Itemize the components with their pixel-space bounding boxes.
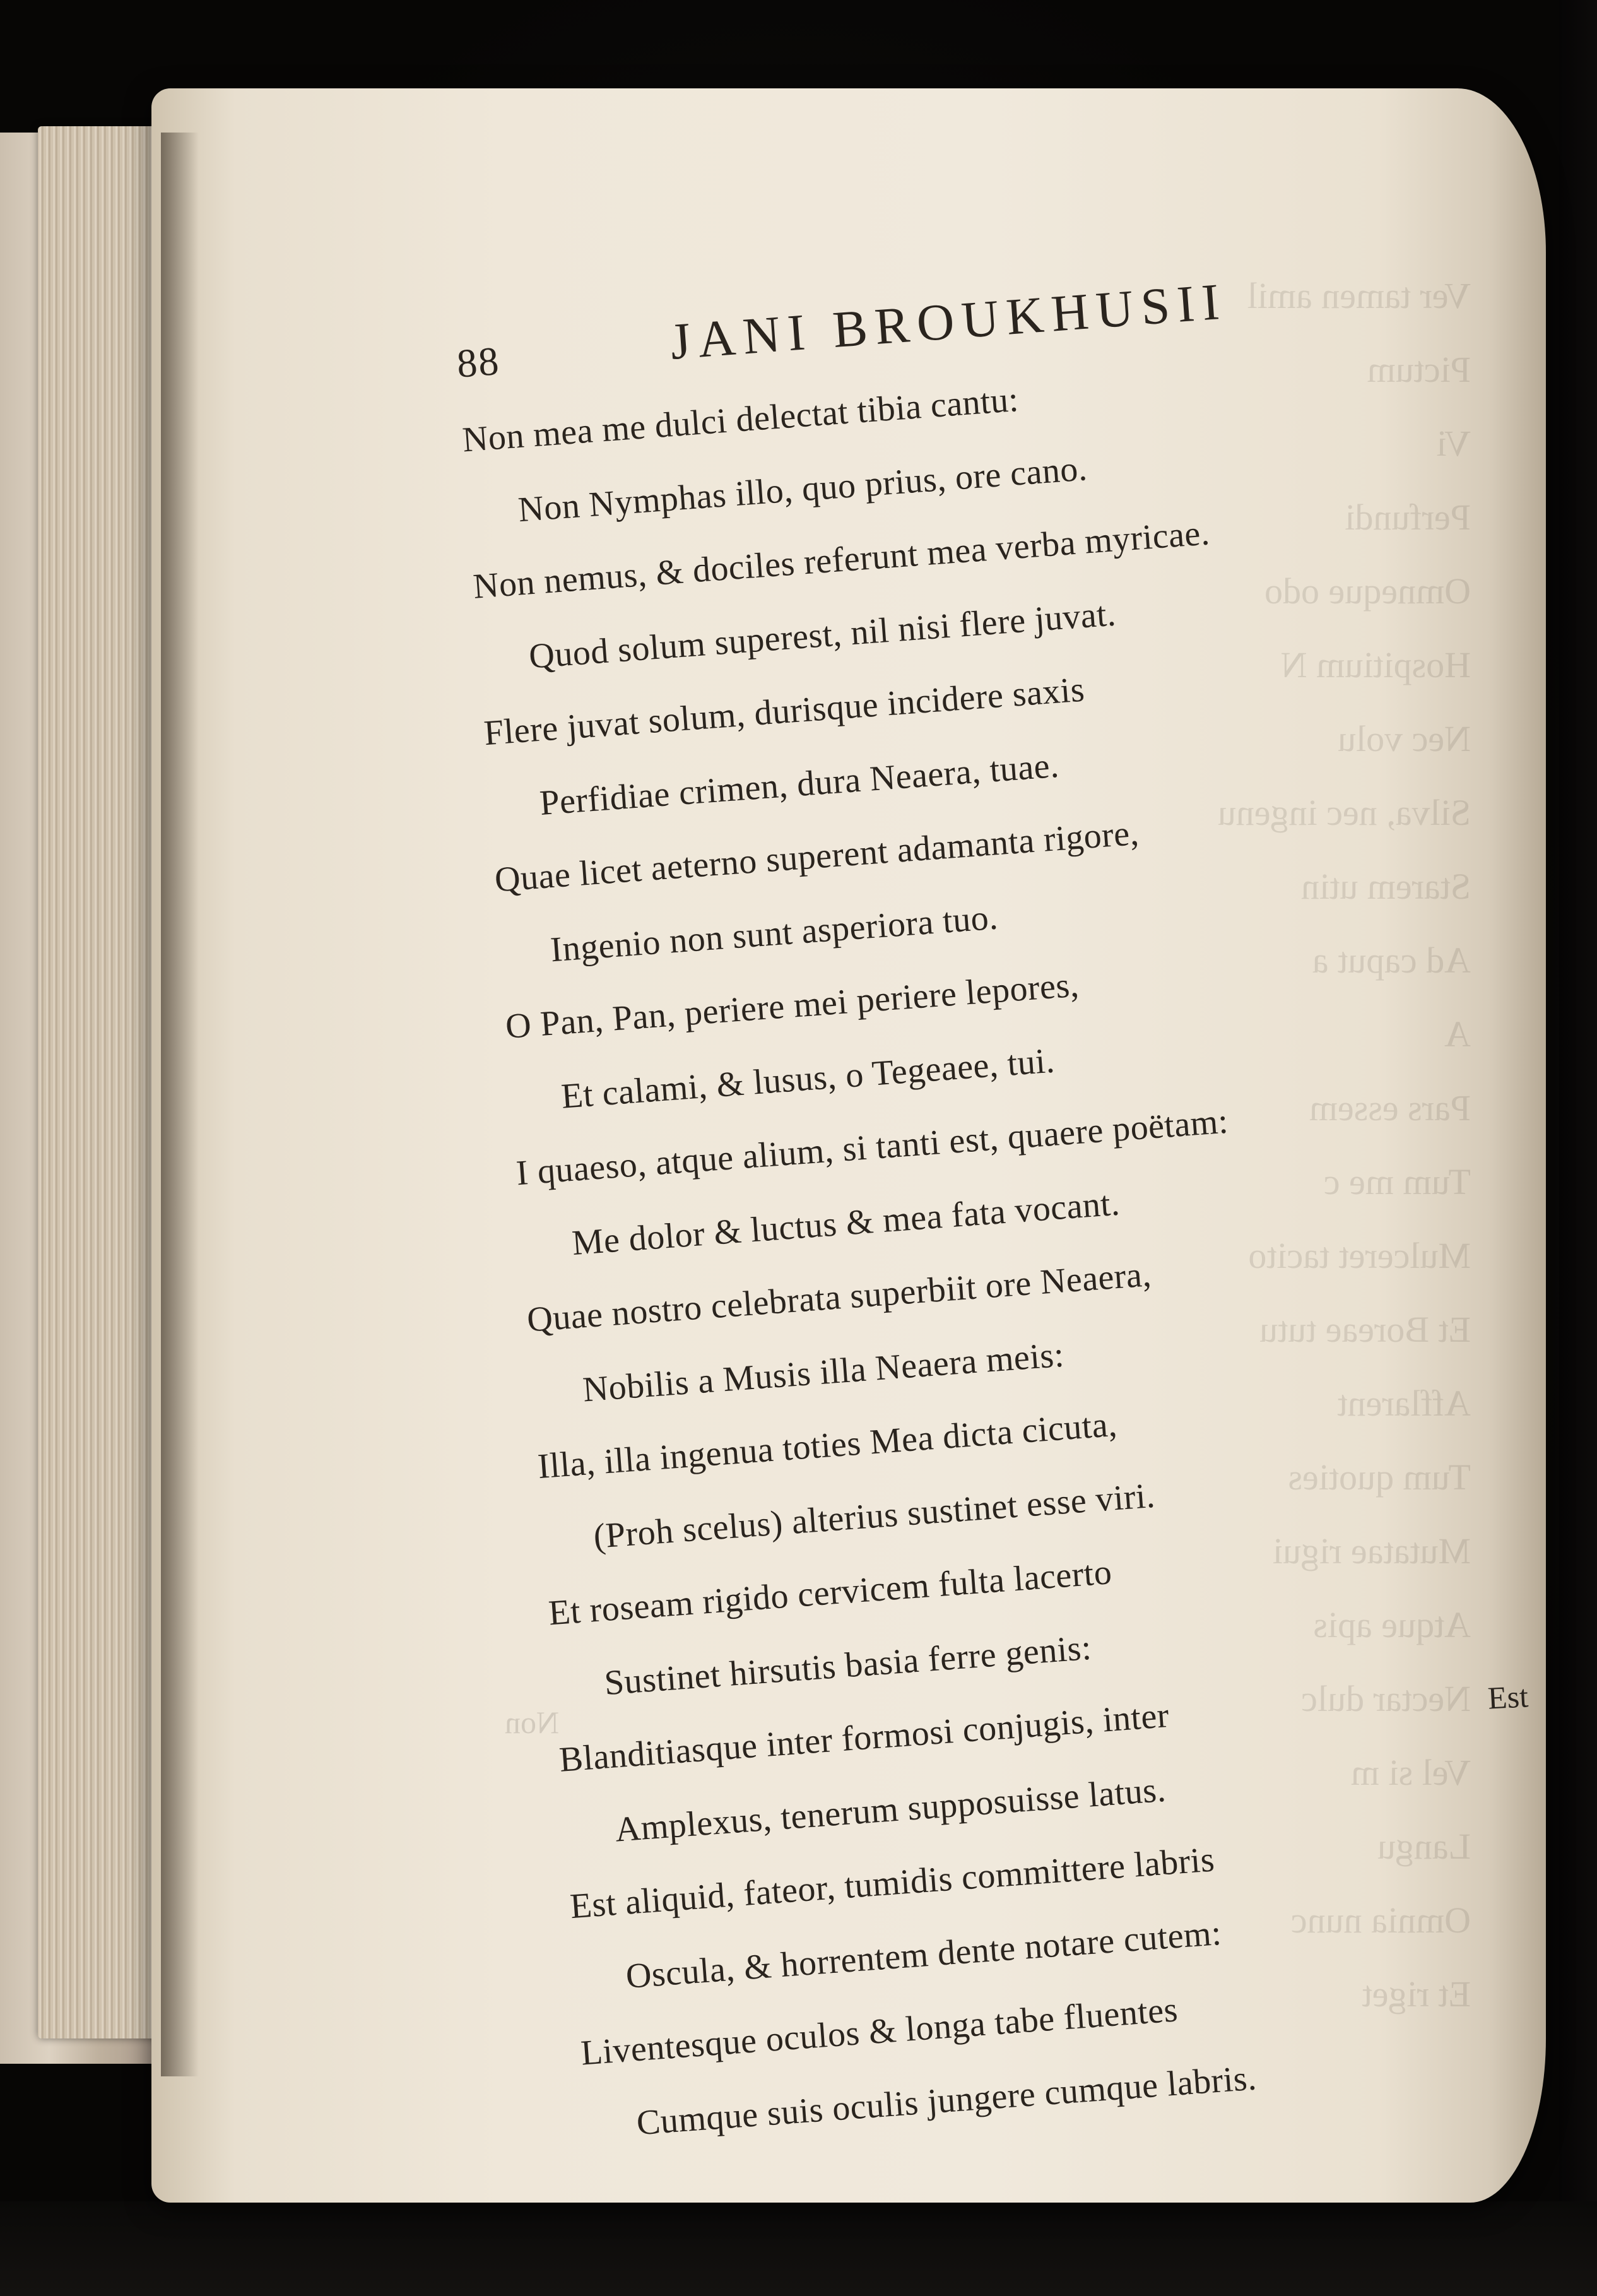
gutter-shadow [161,133,199,2076]
verse-line: Non mea me dulci delectat tibia cantu: [461,379,1020,460]
background-bottom [0,2201,1597,2296]
verse-line: Liventesque oculos & longa tabe fluentes [579,1990,1179,2073]
show-through-line: Langu [1377,1826,1471,1867]
verse-line: Quod solum superest, nil nisi flere juvat. [527,594,1117,677]
running-head: JANI BROUKHUSII [668,272,1229,370]
show-through-line: Omnia nunc [1290,1900,1471,1941]
show-through-line: A [1444,1014,1471,1055]
page-text [454,258,1545,2163]
verse-line: Est aliquid, fateor, tumidis committere labris [569,1840,1217,1927]
show-through-line: Starem utin [1300,866,1471,907]
page-number: 88 [455,338,502,386]
show-through-line: Atque apis [1313,1604,1471,1645]
show-through-line: Ad caput a [1312,940,1471,981]
verse-line: Non Nymphas illo, quo prius, ore cano. [517,448,1089,530]
show-through-line: Omneque odo [1264,571,1471,612]
verse-line: I quaeso, atque alium, si tanti est, quaere poëtam: [515,1101,1230,1193]
show-through-line: Mutatae rigui [1272,1530,1471,1571]
show-through-line: Silva, nec ingenu [1217,792,1471,833]
show-through-line: Vi [1436,423,1471,464]
show-through-line: Et riget [1362,1973,1471,2015]
verse-line: Quae licet aeterno superent adamanta rigore, [493,813,1141,900]
verse-line: Illa, illa ingenua toties Mea dicta cicuta, [536,1404,1119,1487]
verse-line: O Pan, Pan, periere mei periere lepores, [504,965,1081,1046]
verse-line: Amplexus, tenerum supposuisse latus. [613,1770,1167,1850]
background-right [1559,0,1597,2296]
show-through-line: Et Boreae tutu [1259,1309,1471,1350]
verse-line: Ingenio non sunt asperiora tuo. [549,897,999,969]
verse-line: (Proh scelus) alterius sustinet esse viri. [592,1476,1157,1556]
verse-line: Perfidiae crimen, dura Neaera, tuae. [538,745,1061,823]
show-through-line: Afflarent [1337,1383,1471,1424]
verse-line: Quae nostro celebrata superbiit ore Neaera, [526,1255,1153,1340]
show-through-line: Mulceret tacito [1248,1235,1471,1276]
show-through-line: Hospitium N [1280,644,1471,685]
verse-line: Et calami, & lusus, o Tegeaee, tui. [560,1041,1056,1116]
verse-line: Oscula, & horrentem dente notare cutem: [624,1913,1223,1996]
show-through-catchword: Non [505,1705,560,1740]
show-through-line: Vel si m [1350,1752,1471,1793]
show-through-line: Nec volu [1338,718,1471,759]
show-through-line: Tum me c [1323,1161,1471,1202]
show-through-line: Ver tamen amil [1247,275,1471,316]
show-through-line: Perfundi [1345,497,1471,538]
verse-line: Flere juvat solum, durisque incidere saxis [482,670,1087,754]
verse-line: Et roseam rigido cervicem fulta lacerto [547,1553,1114,1633]
verse-line: Nobilis a Musis illa Neaera meis: [581,1335,1066,1410]
verse-line: Blanditiasque inter formosi conjugis, inter [558,1696,1170,1780]
show-through-line: Tum quoties [1288,1457,1471,1498]
catchword: Est [1487,1678,1529,1716]
verse-line: Cumque suis oculis jungere cumque labris. [635,2057,1258,2143]
show-through-line: Pars essem [1309,1087,1471,1128]
show-through-line: Pictum [1367,349,1471,390]
verse-line: Non nemus, & dociles referunt mea verba myricae. [471,513,1211,607]
verse-line: Sustinet hirsutis basia ferre genis: [603,1628,1093,1703]
poem-verses [460,333,1546,2163]
show-through-line: Nectar dulc [1301,1678,1471,1719]
verse-line: Me dolor & luctus & mea fata vocant. [570,1183,1121,1263]
